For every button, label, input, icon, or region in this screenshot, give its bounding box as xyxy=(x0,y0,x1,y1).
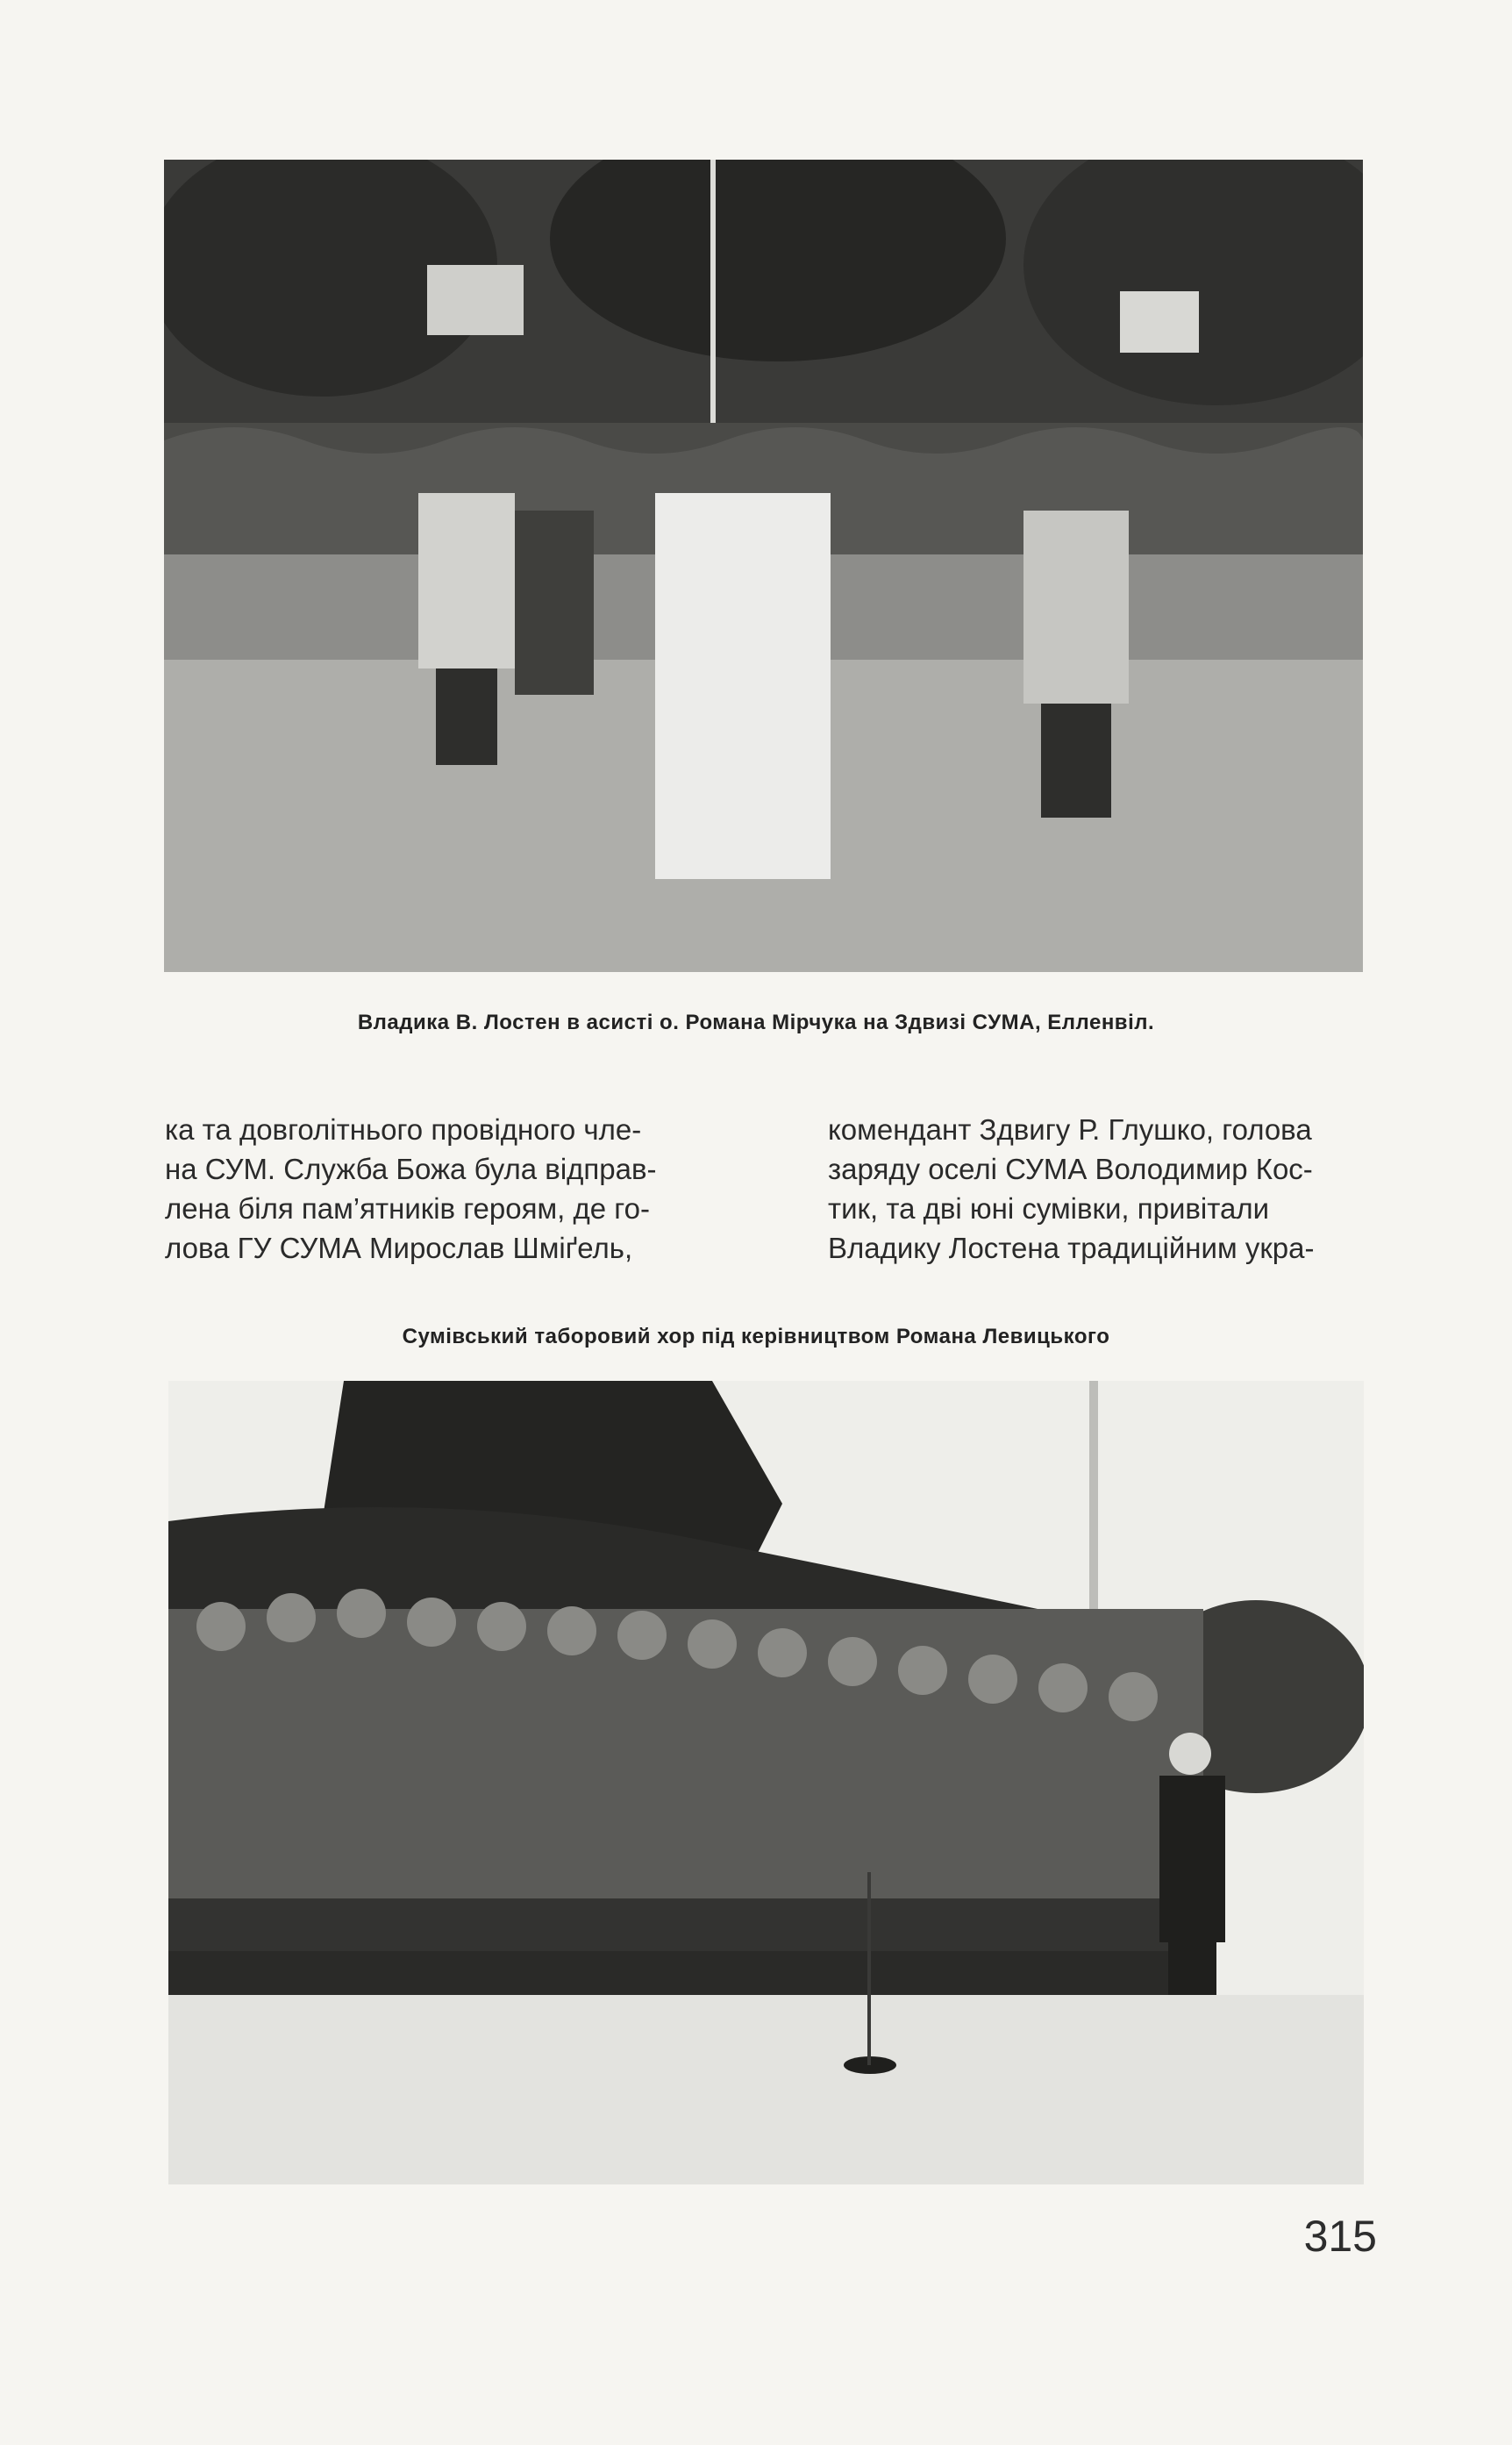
photo-caption-bottom: Сумівський таборовий хор під керівництвом Романа Левицького xyxy=(402,1325,1110,1348)
text-line: заряду оселі СУМА Володимир Кос- xyxy=(828,1153,1313,1185)
photo-choir-image xyxy=(168,1381,1364,2184)
photo-caption-top: Владика В. Лостен в асисті о. Романа Мірчука на Здвизі СУМА, Елленвіл. xyxy=(357,1011,1155,1034)
text-line: ка та довголітнього провідного чле- xyxy=(165,1113,642,1146)
text-line: лена біля пам’ятників героям, де го- xyxy=(165,1192,650,1225)
text-line: на СУМ. Служба Божа була відправ- xyxy=(165,1153,657,1185)
text-column-left xyxy=(165,1110,726,1268)
text-line: лова ГУ СУМА Мирослав Шміґель, xyxy=(165,1232,633,1264)
text-line: Владику Лостена традиційним укра- xyxy=(828,1232,1315,1264)
text-column-right xyxy=(828,1110,1389,1268)
photo-procession xyxy=(164,160,1363,972)
photo-choir xyxy=(168,1381,1364,2184)
photo-procession-image xyxy=(164,160,1363,972)
text-line: комендант Здвигу Р. Глушко, голова xyxy=(828,1113,1312,1146)
text-line: тик, та дві юні сумівки, привітали xyxy=(828,1192,1270,1225)
page-number: 315 xyxy=(1303,2212,1377,2261)
